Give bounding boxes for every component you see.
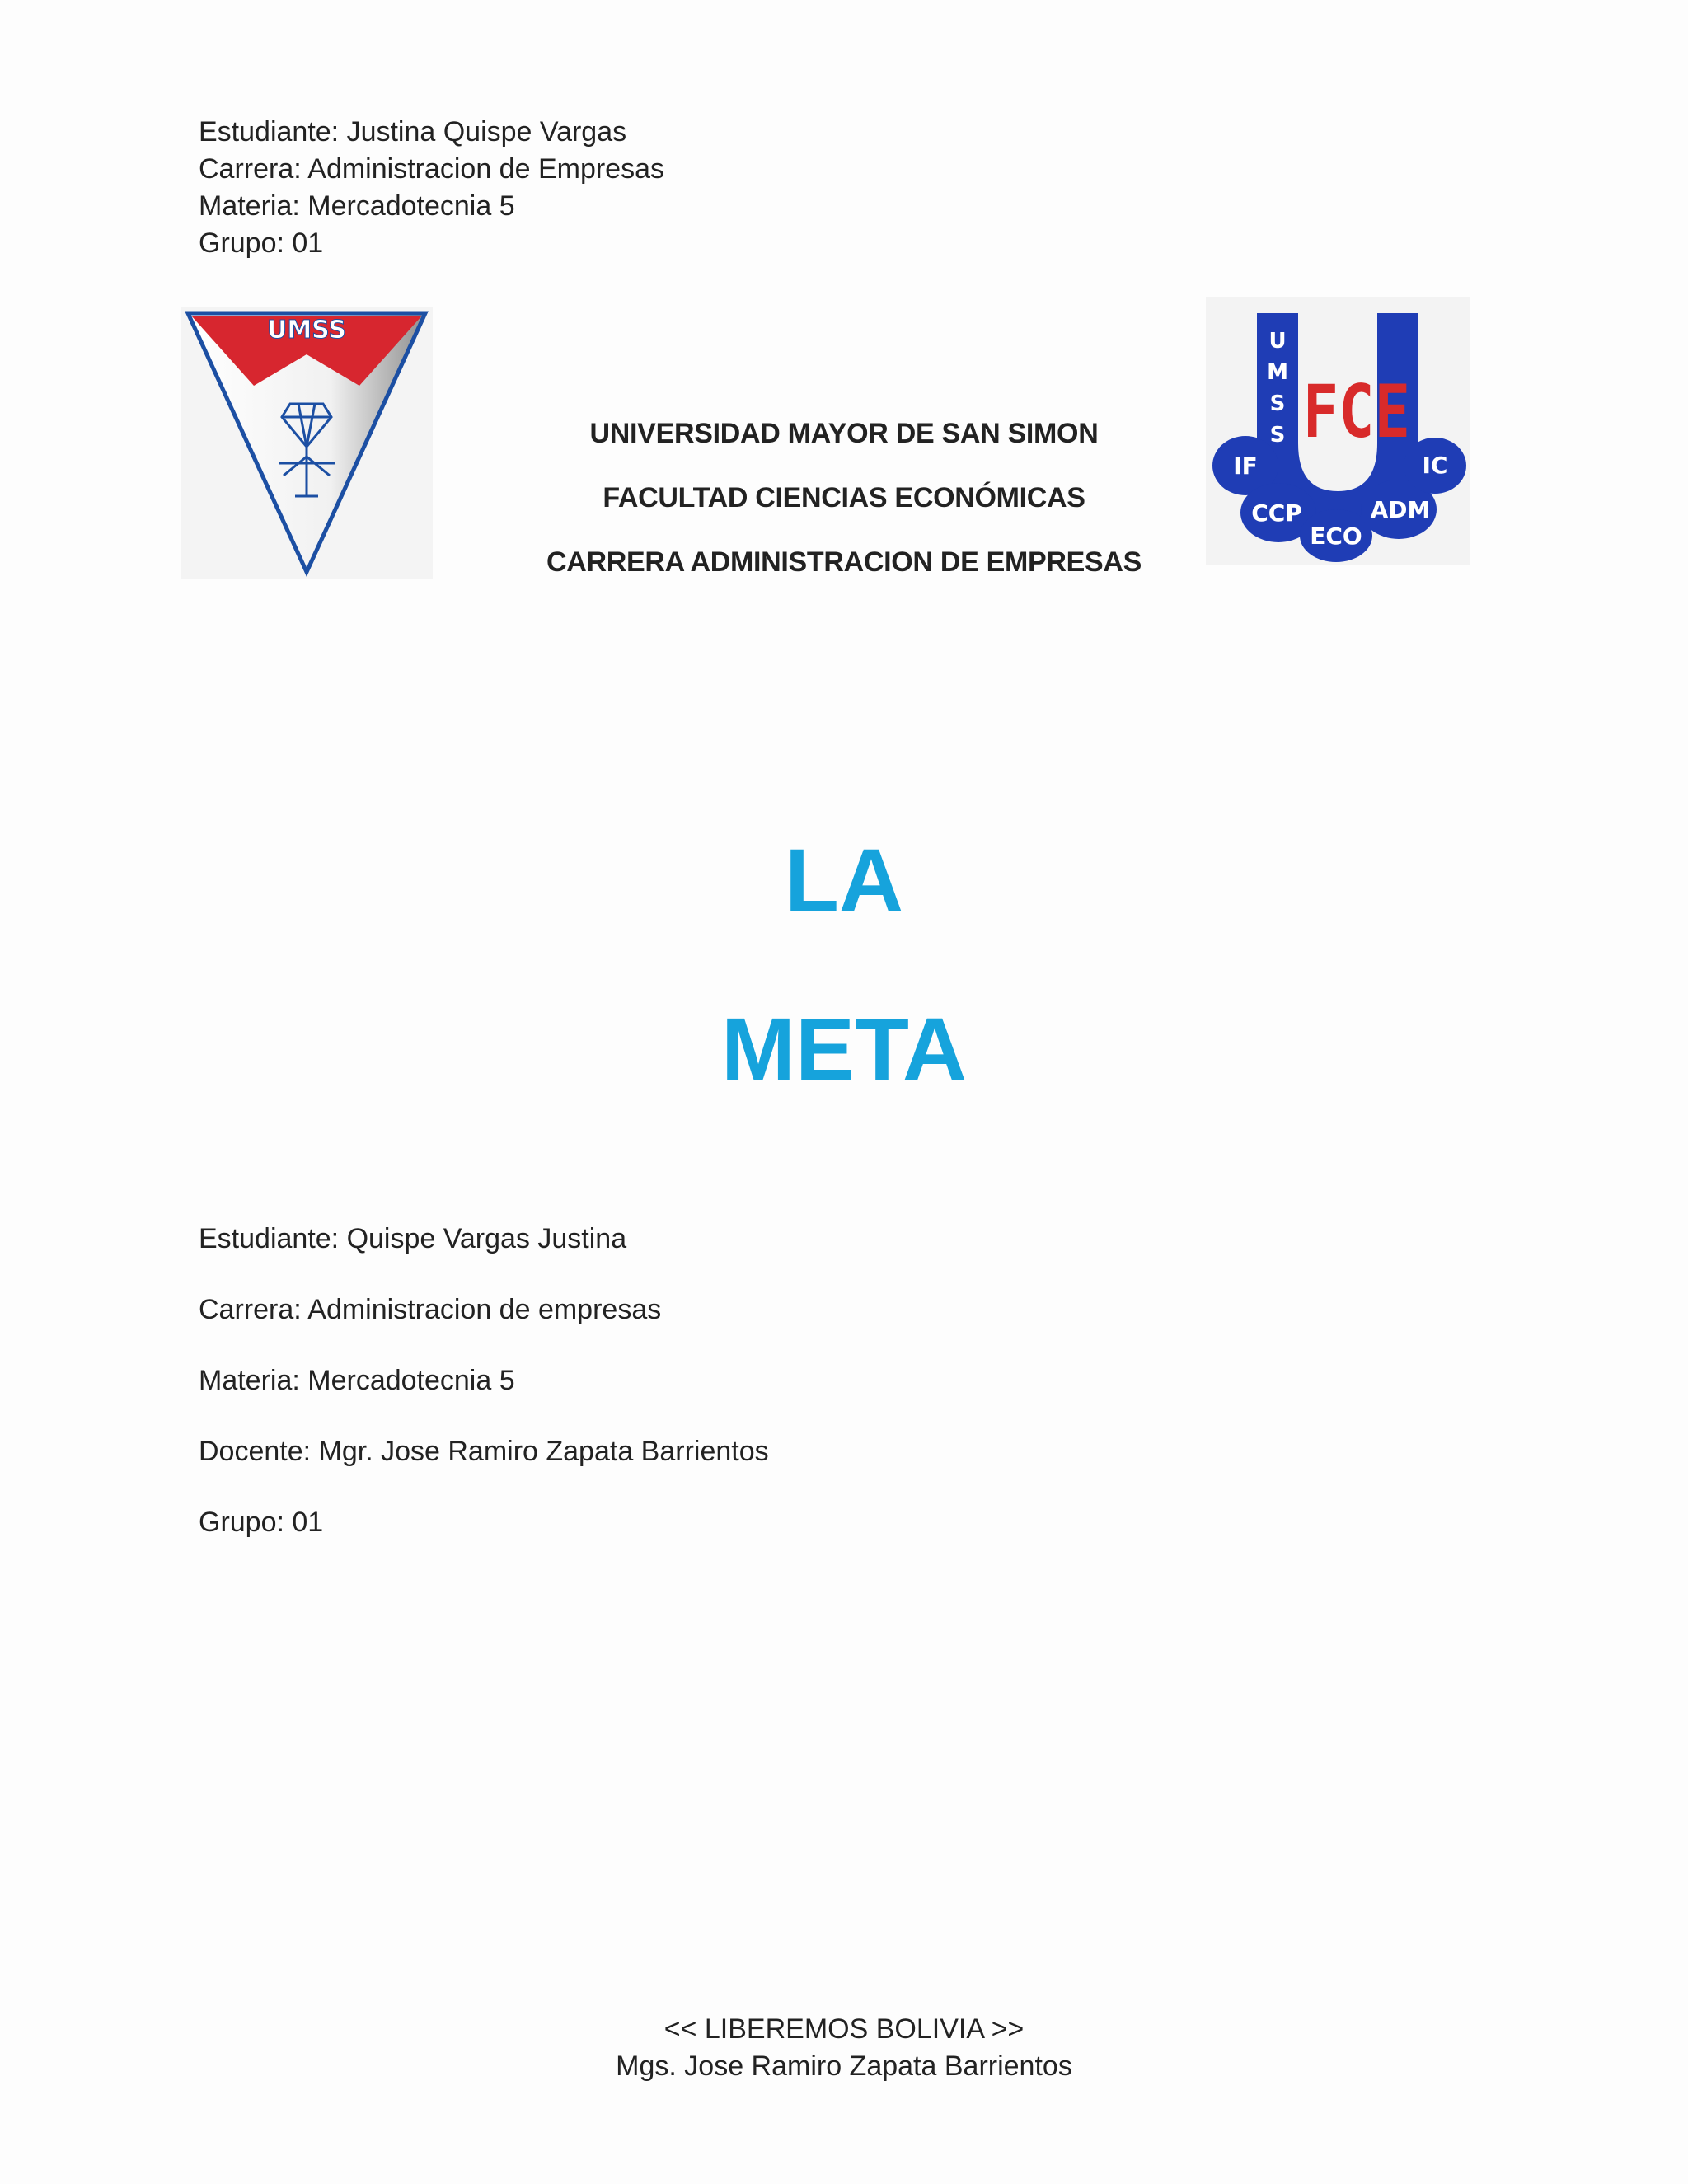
fce-logo: [1206, 297, 1470, 565]
header-group: Grupo: 01: [199, 227, 324, 259]
umss-logo-text: UMSS: [266, 316, 347, 344]
detail-teacher: Docente: Mgr. Jose Ramiro Zapata Barrientos: [199, 1436, 769, 1467]
footer: [0, 2011, 1688, 2085]
detail-student: Estudiante: Quispe Vargas Justina: [199, 1223, 627, 1254]
svg-text:ADM: ADM: [1370, 496, 1431, 523]
faculty-name: FACULTAD CIENCIAS ECONÓMICAS: [603, 482, 1085, 513]
university-name: UNIVERSIDAD MAYOR DE SAN SIMON: [589, 418, 1099, 449]
header-career: Carrera: Administracion de Empresas: [199, 153, 665, 185]
footer-author: Mgs. Jose Ramiro Zapata Barrientos: [616, 2050, 1072, 2082]
header-student: Estudiante: Justina Quispe Vargas: [199, 116, 627, 148]
title-line-2: META: [721, 999, 967, 1099]
footer-motto: << LIBEREMOS BOLIVIA >>: [663, 2013, 1025, 2045]
svg-text:IF: IF: [1233, 452, 1258, 480]
details-block: [199, 1216, 769, 1570]
svg-text:CCP: CCP: [1251, 499, 1302, 527]
svg-text:S: S: [1269, 423, 1286, 448]
svg-text:M: M: [1267, 360, 1288, 385]
svg-text:FCE: FCE: [1302, 368, 1411, 454]
svg-text:ECO: ECO: [1310, 523, 1362, 550]
university-block: [462, 412, 1226, 605]
svg-text:IC: IC: [1422, 452, 1448, 479]
detail-career: Carrera: Administracion de empresas: [199, 1294, 662, 1325]
umss-logo: [181, 307, 433, 579]
detail-subject: Materia: Mercadotecnia 5: [199, 1365, 515, 1396]
header-info: [199, 114, 664, 262]
header-subject: Materia: Mercadotecnia 5: [199, 190, 515, 222]
career-name: CARRERA ADMINISTRACION DE EMPRESAS: [546, 546, 1142, 578]
svg-text:U: U: [1268, 329, 1287, 354]
svg-text:S: S: [1269, 391, 1286, 416]
title-line-1: LA: [785, 830, 903, 930]
detail-group: Grupo: 01: [199, 1507, 324, 1538]
